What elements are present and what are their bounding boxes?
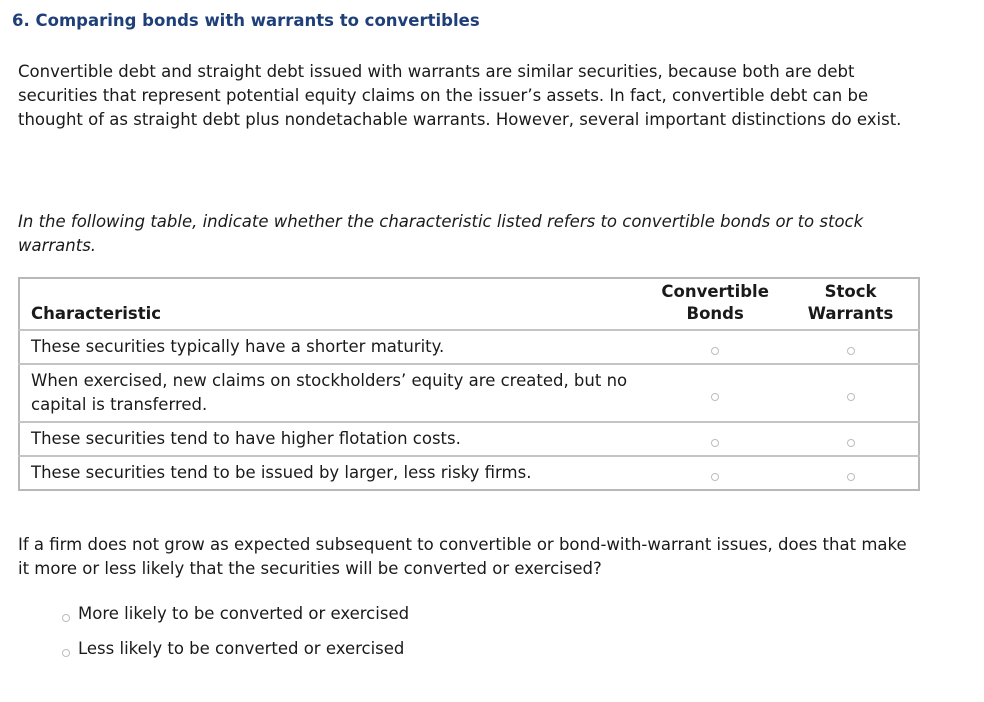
convertible-bonds-radio[interactable] [711, 439, 719, 447]
table-row [19, 422, 919, 456]
characteristics-table [18, 277, 920, 491]
stock-warrants-radio[interactable] [847, 439, 855, 447]
table-row [19, 364, 919, 422]
table-row [19, 330, 919, 364]
option-radio[interactable] [62, 649, 70, 657]
option-label: More likely to be converted or exercised [78, 604, 410, 623]
characteristic-cell: These securities tend to have higher flotation costs. [19, 422, 647, 456]
answer-options [62, 601, 409, 671]
table-instruction: In the following table, indicate whether the characteristic listed refers to convertible bonds or to stock warrants. [18, 212, 864, 255]
warrants-header-line1: Stock [824, 282, 877, 301]
intro-paragraph: Convertible debt and straight debt issued with warrants are similar securities, because both are debt securities that represent potential equity claims on the issuer’s assets. In fact, convertible debt can be thought of as straight debt plus nondetachable warrants. However, several important distinctions do exist. [18, 62, 902, 129]
question-title: 6. Comparing bonds with warrants to convertibles [12, 11, 480, 30]
option-label: Less likely to be converted or exercised [78, 639, 405, 658]
characteristic-cell: These securities tend to be issued by larger, less risky firms. [19, 456, 647, 490]
convertible-header-line1: Convertible [661, 282, 769, 301]
characteristic-header: Characteristic [31, 304, 162, 323]
table-row [19, 456, 919, 490]
stock-warrants-radio[interactable] [847, 393, 855, 401]
convertible-bonds-cell [647, 364, 783, 422]
follow-up-question: If a firm does not grow as expected subsequent to convertible or bond-with-warrant issues, does that make it more or less likely that the securities will be converted or exercised? [18, 535, 907, 578]
convertible-bonds-cell [647, 456, 783, 490]
stock-warrants-radio[interactable] [847, 347, 855, 355]
option-less-likely[interactable] [62, 636, 409, 671]
option-more-likely[interactable] [62, 601, 409, 636]
stock-warrants-cell [783, 456, 919, 490]
convertible-bonds-radio[interactable] [711, 393, 719, 401]
convertible-bonds-cell [647, 422, 783, 456]
stock-warrants-cell [783, 330, 919, 364]
convertible-bonds-header [647, 278, 783, 330]
convertible-bonds-radio[interactable] [711, 347, 719, 355]
characteristic-cell: These securities typically have a shorter maturity. [19, 330, 647, 364]
stock-warrants-radio[interactable] [847, 473, 855, 481]
stock-warrants-cell [783, 364, 919, 422]
convertible-bonds-radio[interactable] [711, 473, 719, 481]
stock-warrants-cell [783, 422, 919, 456]
convertible-header-line2: Bonds [686, 304, 744, 323]
warrants-header-line2: Warrants [807, 304, 894, 323]
stock-warrants-header [783, 278, 919, 330]
table-header-row [19, 278, 919, 330]
option-radio[interactable] [62, 614, 70, 622]
characteristic-cell: When exercised, new claims on stockholders’ equity are created, but no capital is transferred. [19, 364, 647, 422]
convertible-bonds-cell [647, 330, 783, 364]
